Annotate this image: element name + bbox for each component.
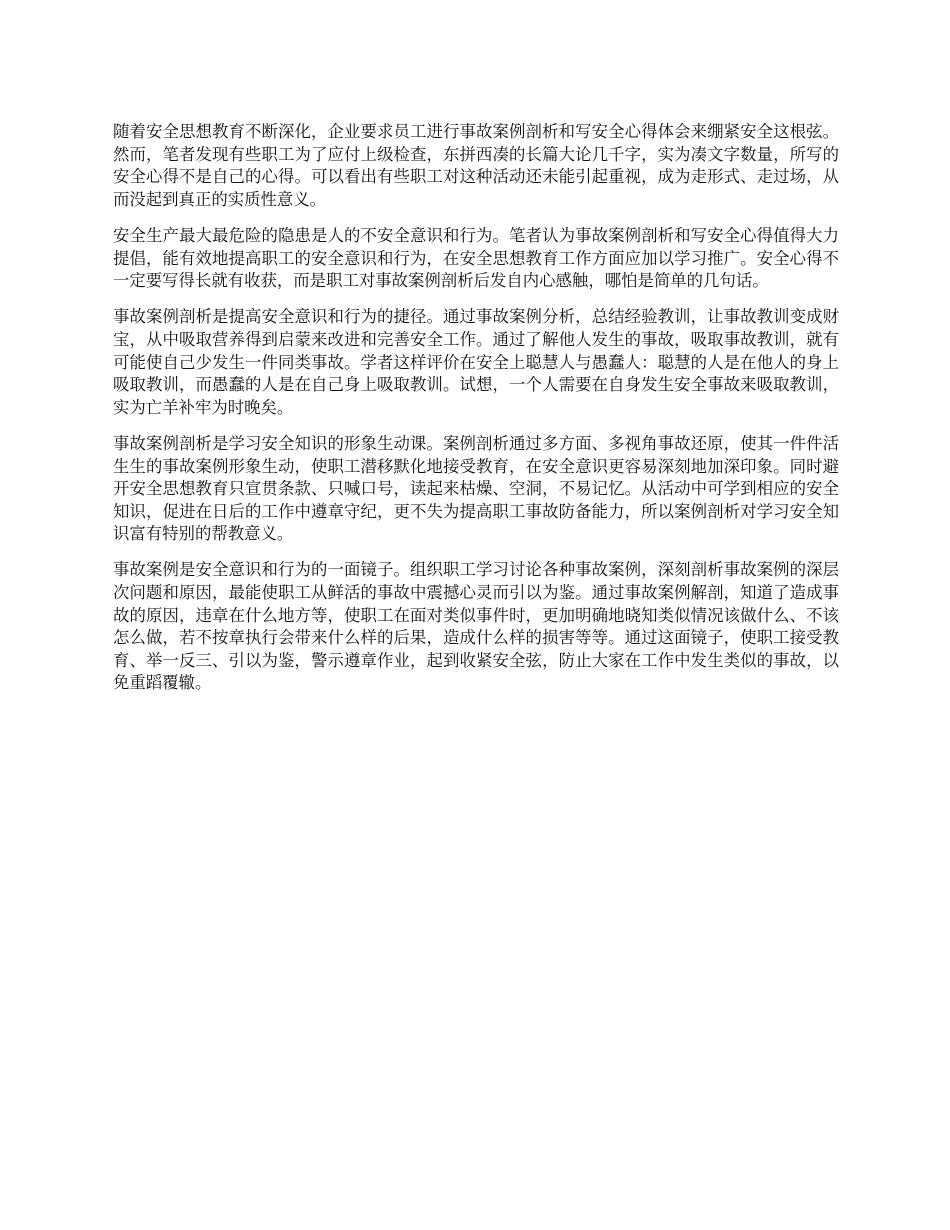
paragraph-5: 事故案例是安全意识和行为的一面镜子。组织职工学习讨论各种事故案例，深刻剖析事故案例的深层次问题和原因，最能使职工从鲜活的事故中震撼心灵而引以为鉴。通过事故案例解剖，知道了造成事故的原因，违章在什么地方等，使职工在面对类似事件时，更加明确地晓知类似情况该做什么、不该怎么做，若不按章执行会带来什么样的后果，造成什么样的损害等等。通过这面镜子，使职工接受教育、举一反三、引以为鉴，警示遵章作业，起到收紧安全弦，防止大家在工作中发生类似的事故，以免重蹈覆辙。 bbox=[113, 560, 839, 693]
paragraph-3: 事故案例剖析是提高安全意识和行为的捷径。通过事故案例分析，总结经验教训，让事故教训变成财宝，从中吸取营养得到启蒙来改进和完善安全工作。通过了解他人发生的事故，吸取事故教训，就有可能使自己少发生一件同类事故。学者这样评价在安全上聪慧人与愚蠢人：聪慧的人是在他人的身上吸取教训，而愚蠢的人是在自己身上吸取教训。试想，一个人需要在自身发生安全事故来吸取教训，实为亡羊补牢为时晚矣。 bbox=[113, 307, 839, 417]
paragraph-1: 随着安全思想教育不断深化，企业要求员工进行事故案例剖析和写安全心得体会来绷紧安全这根弦。然而，笔者发现有些职工为了应付上级检查，东拼西凑的长篇大论几千字，实为凑文字数量，所写的安全心得不是自己的心得。可以看出有些职工对这种活动还未能引起重视，成为走形式、走过场，从而没起到真正的实质性意义。 bbox=[113, 122, 839, 209]
paragraph-4: 事故案例剖析是学习安全知识的形象生动课。案例剖析通过多方面、多视角事故还原，使其一件件活生生的事故案例形象生动，使职工潜移默化地接受教育，在安全意识更容易深刻地加深印象。同时避开安全思想教育只宣贯条款、只喊口号，读起来枯燥、空洞，不易记忆。从活动中可学到相应的安全知识，促进在日后的工作中遵章守纪，更不失为提高职工事故防备能力，所以案例剖析对学习安全知识富有特别的帮教意义。 bbox=[113, 433, 839, 544]
paragraph-2: 安全生产最大最危险的隐患是人的不安全意识和行为。笔者认为事故案例剖析和写安全心得值得大力提倡，能有效地提高职工的安全意识和行为，在安全思想教育工作方面应加以学习推广。安全心得不一定要写得长就有收获，而是职工对事故案例剖析后发自内心感触，哪怕是简单的几句话。 bbox=[113, 225, 839, 291]
document-body bbox=[113, 121, 839, 709]
